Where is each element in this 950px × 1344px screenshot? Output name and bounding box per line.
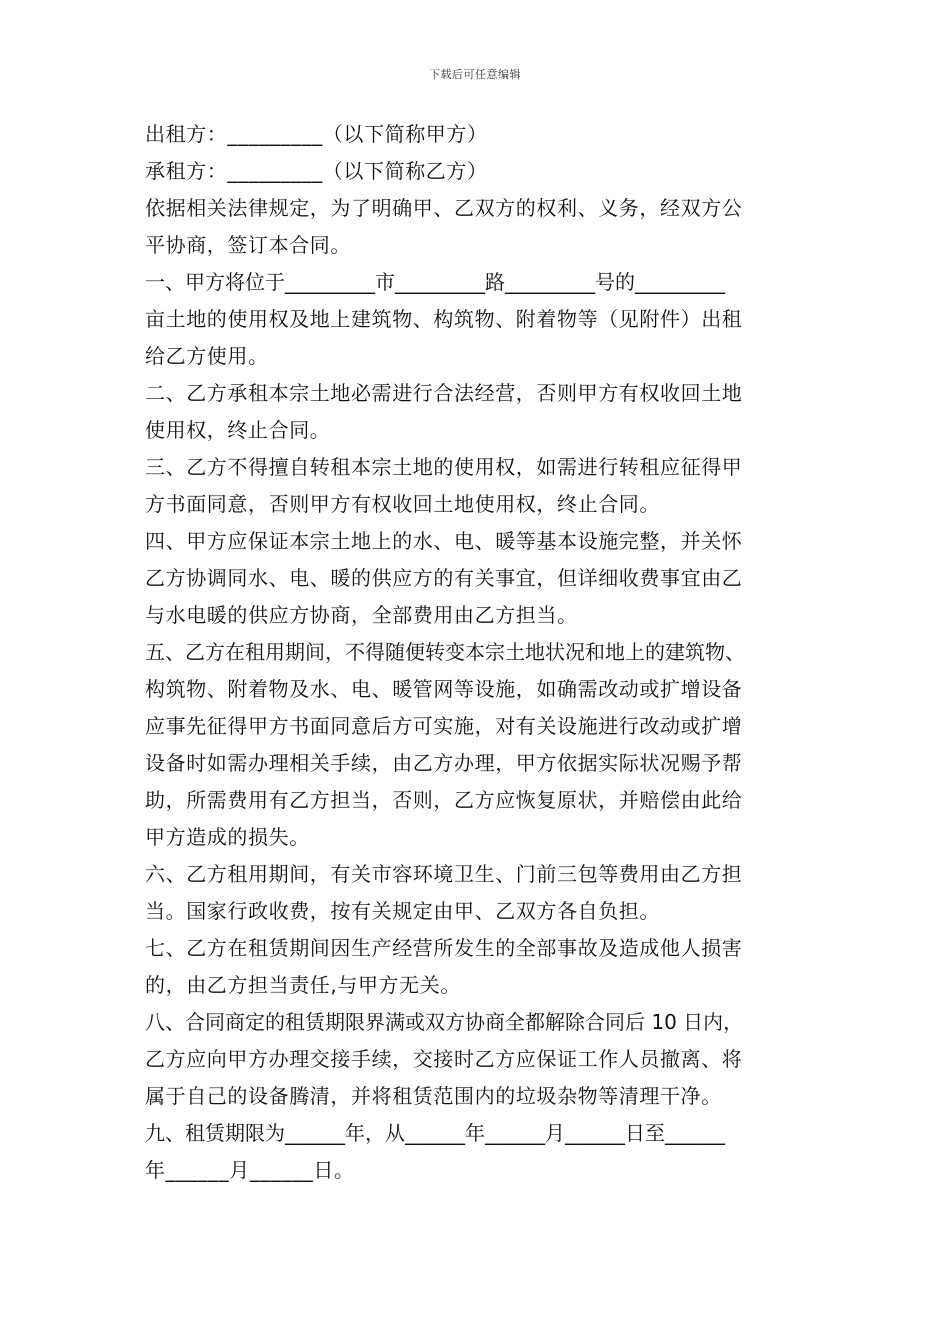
clause-7-line-1: 七、乙方在租赁期间因生产经营所发生的全部事故及造成他人损害	[145, 936, 743, 960]
contract-body	[145, 116, 815, 1189]
clause-4-line-1: 四、甲方应保证本宗土地上的水、电、暖等基本设施完整，并关怀	[145, 529, 743, 553]
lessor-line: 出租方：_________（以下简称甲方）	[145, 122, 488, 146]
clause-1-line-1: 一、甲方将位于_________市_________路_________号的_________	[145, 270, 725, 294]
clause-6-line-2: 当。国家行政收费，按有关规定由甲、乙双方各自负担。	[145, 899, 660, 923]
clause-5-line-3: 应事先征得甲方书面同意后方可实施，对有关设施进行改动或扩增	[145, 714, 743, 738]
preamble-line-2: 平协商，签订本合同。	[145, 233, 351, 257]
clause-2-line-2: 使用权，终止合同。	[145, 418, 331, 442]
clause-6-line-1: 六、乙方租用期间，有关市容环境卫生、门前三包等费用由乙方担	[145, 862, 743, 886]
clause-5-line-4: 设备时如需办理相关手续，由乙方办理，甲方依据实际状况赐予帮	[145, 751, 743, 775]
clause-8-line-1: 八、合同商定的租赁期限界满或双方协商全都解除合同后 10 日内，	[145, 1010, 744, 1034]
preamble-line-1: 依据相关法律规定，为了明确甲、乙双方的权利、义务，经双方公	[145, 196, 743, 220]
clause-4-line-3: 与水电暖的供应方协商，全部费用由乙方担当。	[145, 603, 578, 627]
clause-9-line-2: 年______月______日。	[145, 1158, 355, 1182]
clause-8-line-3: 属于自己的设备腾清，并将租赁范围内的垃圾杂物等清理干净。	[145, 1084, 722, 1108]
clause-4-line-2: 乙方协调同水、电、暖的供应方的有关事宜，但详细收费事宜由乙	[145, 566, 743, 590]
clause-8-line-2: 乙方应向甲方办理交接手续，交接时乙方应保证工作人员撤离、将	[145, 1047, 743, 1071]
clause-2-line-1: 二、乙方承租本宗土地必需进行合法经营，否则甲方有权收回土地	[145, 381, 743, 405]
clause-5-line-2: 构筑物、附着物及水、电、暖管网等设施，如确需改动或扩增设备	[145, 677, 743, 701]
clause-5-line-5: 助，所需费用有乙方担当，否则，乙方应恢复原状，并赔偿由此给	[145, 788, 743, 812]
clause-9-line-1: 九、租赁期限为______年，从______年______月______日至______	[145, 1121, 725, 1145]
clause-5-line-6: 甲方造成的损失。	[145, 825, 310, 849]
clause-1-line-2: 亩土地的使用权及地上建筑物、构筑物、附着物等（见附件）出租	[145, 307, 743, 331]
clause-5-line-1: 五、乙方在租用期间，不得随便转变本宗土地状况和地上的建筑物、	[145, 640, 745, 664]
page-header-note: 下载后可任意编辑	[429, 68, 521, 81]
lessee-line: 承租方：_________（以下简称乙方）	[145, 159, 488, 183]
clause-3-line-1: 三、乙方不得擅自转租本宗土地的使用权，如需进行转租应征得甲	[145, 455, 743, 479]
clause-3-line-2: 方书面同意，否则甲方有权收回土地使用权，终止合同。	[145, 492, 660, 516]
clause-1-line-3: 给乙方使用。	[145, 344, 269, 368]
clause-7-line-2: 的，由乙方担当责任,与甲方无关。	[145, 973, 461, 997]
